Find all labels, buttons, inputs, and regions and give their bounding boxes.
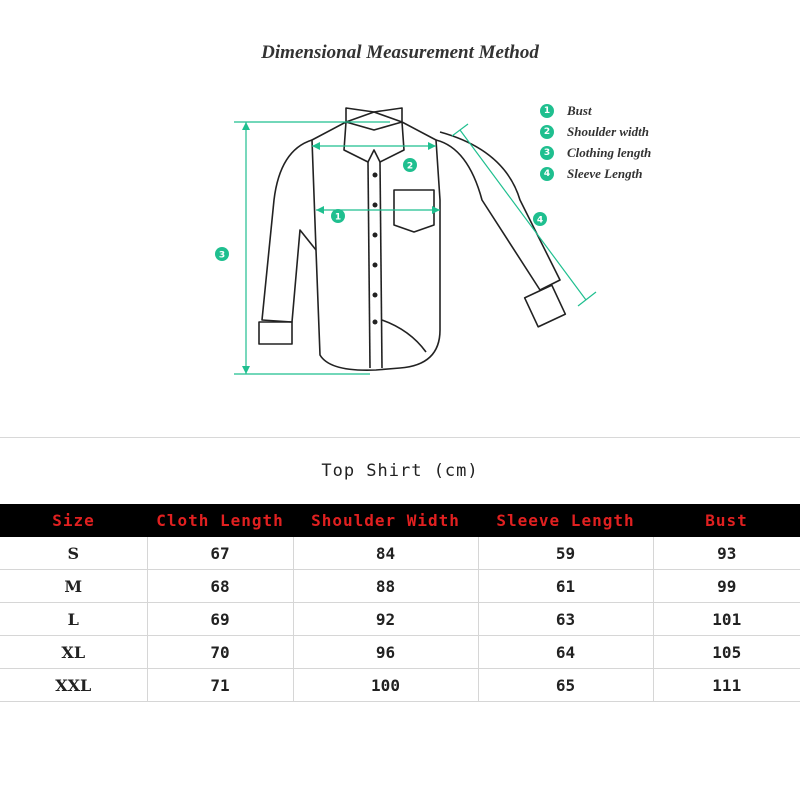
- cell-bust: 105: [653, 636, 800, 669]
- measurement-legend: [540, 100, 651, 184]
- svg-text:4: 4: [536, 215, 544, 226]
- cell-sleeve-length: 64: [478, 636, 653, 669]
- cell-shoulder-width: 88: [293, 570, 478, 603]
- page-title: Dimensional Measurement Method: [261, 42, 539, 63]
- marker-shoulder-icon: [403, 158, 417, 172]
- cell-cloth-length: 71: [147, 669, 293, 702]
- svg-text:3: 3: [218, 250, 226, 261]
- legend-number-icon: 3: [540, 146, 554, 160]
- table-row: [0, 636, 800, 669]
- cell-shoulder-width: 100: [293, 669, 478, 702]
- legend-item-shoulder: [540, 121, 651, 142]
- marker-bust-icon: [331, 209, 345, 223]
- cell-cloth-length: 67: [147, 537, 293, 570]
- legend-item-length: [540, 142, 651, 163]
- cell-size: S: [0, 537, 147, 570]
- legend-label: Clothing length: [567, 144, 652, 160]
- legend-label: Bust: [567, 102, 592, 118]
- header-bust: Bust: [653, 504, 800, 537]
- legend-number-icon: 1: [540, 104, 554, 118]
- cell-size: L: [0, 603, 147, 636]
- table-row: [0, 603, 800, 636]
- shirt-buttons: [373, 173, 378, 325]
- table-header-row: [0, 504, 800, 537]
- shirt-outline-icon: [259, 108, 565, 370]
- cell-shoulder-width: 84: [293, 537, 478, 570]
- cell-cloth-length: 69: [147, 603, 293, 636]
- cell-size: XXL: [0, 669, 147, 702]
- legend-number-icon: 2: [540, 125, 554, 139]
- header-size: Size: [0, 504, 147, 537]
- cell-bust: 111: [653, 669, 800, 702]
- legend-item-bust: [540, 100, 651, 121]
- cell-cloth-length: 68: [147, 570, 293, 603]
- cell-sleeve-length: 63: [478, 603, 653, 636]
- header-cloth-length: Cloth Length: [147, 504, 293, 537]
- legend-label: Sleeve Length: [567, 165, 643, 181]
- cell-bust: 93: [653, 537, 800, 570]
- legend-label: Shoulder width: [567, 123, 650, 139]
- svg-text:2: 2: [406, 161, 414, 172]
- cell-shoulder-width: 92: [293, 603, 478, 636]
- cell-bust: 101: [653, 603, 800, 636]
- svg-text:1: 1: [334, 212, 342, 223]
- table-row: [0, 570, 800, 603]
- legend-item-sleeve: [540, 163, 651, 184]
- table-row: [0, 537, 800, 570]
- cell-bust: 99: [653, 570, 800, 603]
- cell-sleeve-length: 61: [478, 570, 653, 603]
- cell-sleeve-length: 59: [478, 537, 653, 570]
- legend-number-icon: 4: [540, 167, 554, 181]
- header-shoulder-width: Shoulder Width: [293, 504, 478, 537]
- header-sleeve-length: Sleeve Length: [478, 504, 653, 537]
- size-table: [0, 504, 800, 702]
- marker-sleeve-icon: [533, 212, 547, 226]
- cell-sleeve-length: 65: [478, 669, 653, 702]
- size-chart: [0, 437, 800, 702]
- table-caption: Top Shirt (cm): [0, 437, 800, 504]
- marker-length-icon: [215, 247, 229, 261]
- cell-cloth-length: 70: [147, 636, 293, 669]
- cell-size: M: [0, 570, 147, 603]
- table-row: [0, 669, 800, 702]
- cell-shoulder-width: 96: [293, 636, 478, 669]
- cell-size: XL: [0, 636, 147, 669]
